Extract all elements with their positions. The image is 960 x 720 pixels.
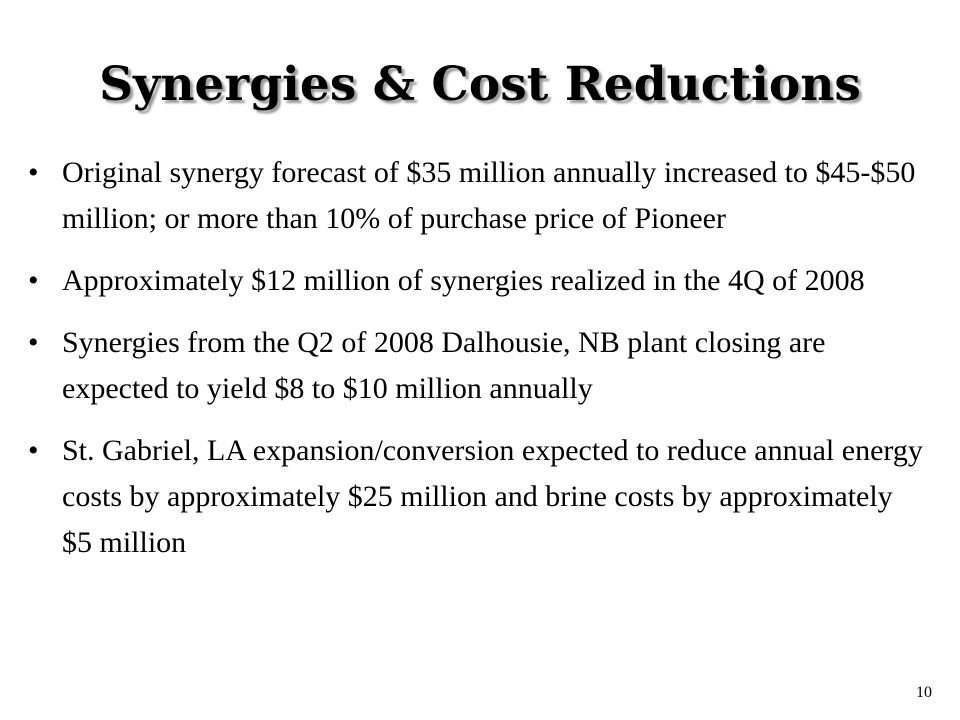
bullet-text: Original synergy forecast of $35 million annually increased to $45-$50 million; or more than 10% of purchase price of Pioneer (62, 156, 916, 235)
bullet-item (28, 258, 928, 304)
bullet-text: Synergies from the Q2 of 2008 Dalhousie, NB plant closing are expected to yield $8 to $10 million annually (62, 326, 826, 405)
bullet-item (28, 428, 928, 566)
bullet-text: Approximately $12 million of synergies realized in the 4Q of 2008 (62, 264, 865, 297)
bullet-icon: • (28, 264, 39, 297)
bullet-item (28, 150, 928, 242)
bullet-icon: • (28, 326, 39, 359)
slide-title: Synergies & Cost Reductions (99, 57, 861, 112)
bullet-item (28, 320, 928, 412)
bullet-icon: • (28, 434, 39, 467)
bullet-icon: • (28, 156, 39, 189)
bullet-text: St. Gabriel, LA expansion/conversion expected to reduce annual energy costs by approximately $25 million and brine costs by approximately $5 million (62, 434, 923, 559)
page-number: 10 (916, 684, 932, 701)
bullet-list (28, 150, 928, 582)
